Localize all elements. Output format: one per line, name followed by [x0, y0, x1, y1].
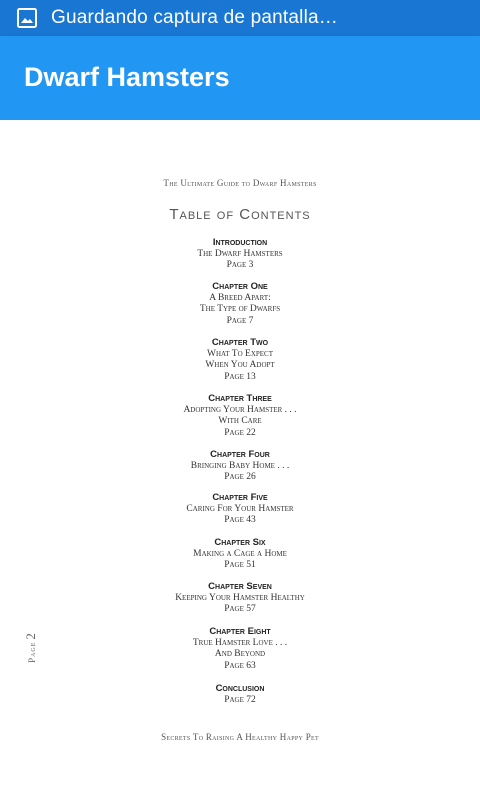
toc-line: Bringing Baby Home . . .: [190, 460, 290, 471]
toc-page: Page 43: [224, 515, 256, 526]
toc-page: Page 13: [224, 371, 256, 382]
toc-entry: [0, 393, 480, 439]
image-icon: [17, 8, 37, 28]
toc-heading: Chapter Three: [208, 393, 272, 404]
toc-heading: Chapter Five: [212, 492, 268, 503]
page-label-word: Page: [27, 641, 37, 663]
toc-title: Table of Contents: [169, 206, 311, 223]
toc-entry: [0, 626, 480, 672]
toc-line: And Beyond: [214, 649, 266, 660]
page-number-label: [20, 628, 42, 668]
toc-page: Page 51: [224, 560, 256, 571]
toc-heading: Chapter Four: [210, 449, 270, 460]
toc-entry: [0, 492, 480, 527]
toc-line: A Breed Apart:: [209, 292, 271, 303]
toc-line: With Care: [218, 416, 262, 427]
toc-entry: [0, 337, 480, 383]
toc-page: Page 7: [226, 315, 254, 326]
toc-entry: [0, 281, 480, 327]
toc-page: Page 57: [224, 604, 256, 615]
toc-page: Page 26: [224, 472, 256, 483]
running-header: The Ultimate Guide to Dwarf Hamsters: [163, 178, 317, 188]
toc-line: Adopting Your Hamster . . .: [183, 404, 297, 415]
toc-page: Page 22: [224, 427, 256, 438]
toc-heading: Chapter Eight: [209, 626, 271, 637]
toc-heading: Chapter Two: [211, 337, 269, 348]
toc-line: Caring For Your Hamster: [186, 503, 294, 514]
page-label-number: 2: [23, 633, 38, 640]
toc-page: Page 72: [224, 694, 256, 705]
app-bar: [0, 36, 480, 120]
toc-line: Keeping Your Hamster Healthy: [175, 592, 305, 603]
status-notification-text: Guardando captura de pantalla…: [51, 7, 338, 28]
status-bar: [0, 0, 480, 36]
toc-line: True Hamster Love . . .: [192, 637, 288, 648]
toc-line: Making a Cage a Home: [193, 548, 287, 559]
toc-page: Page 63: [224, 660, 256, 671]
running-footer: Secrets To Raising A Healthy Happy Pet: [161, 732, 319, 742]
toc-entry: [0, 537, 480, 572]
toc-entry: [0, 449, 480, 484]
toc-heading: Chapter Six: [214, 537, 266, 548]
toc-line: What To Expect: [207, 348, 273, 359]
document-page[interactable]: [0, 120, 480, 800]
app-title: Dwarf Hamsters: [24, 61, 230, 92]
toc-line: The Type of Dwarfs: [199, 304, 281, 315]
toc-heading: Chapter One: [212, 281, 268, 292]
toc-page: Page 3: [226, 260, 254, 271]
toc-entry: [0, 237, 480, 272]
toc-line: When You Adopt: [205, 360, 275, 371]
toc-entry: [0, 683, 480, 706]
toc-heading: Chapter Seven: [208, 581, 272, 592]
toc-entry: [0, 581, 480, 616]
toc-heading: Introduction: [212, 237, 268, 248]
toc-heading: Conclusion: [215, 683, 265, 694]
toc-line: The Dwarf Hamsters: [197, 248, 283, 259]
